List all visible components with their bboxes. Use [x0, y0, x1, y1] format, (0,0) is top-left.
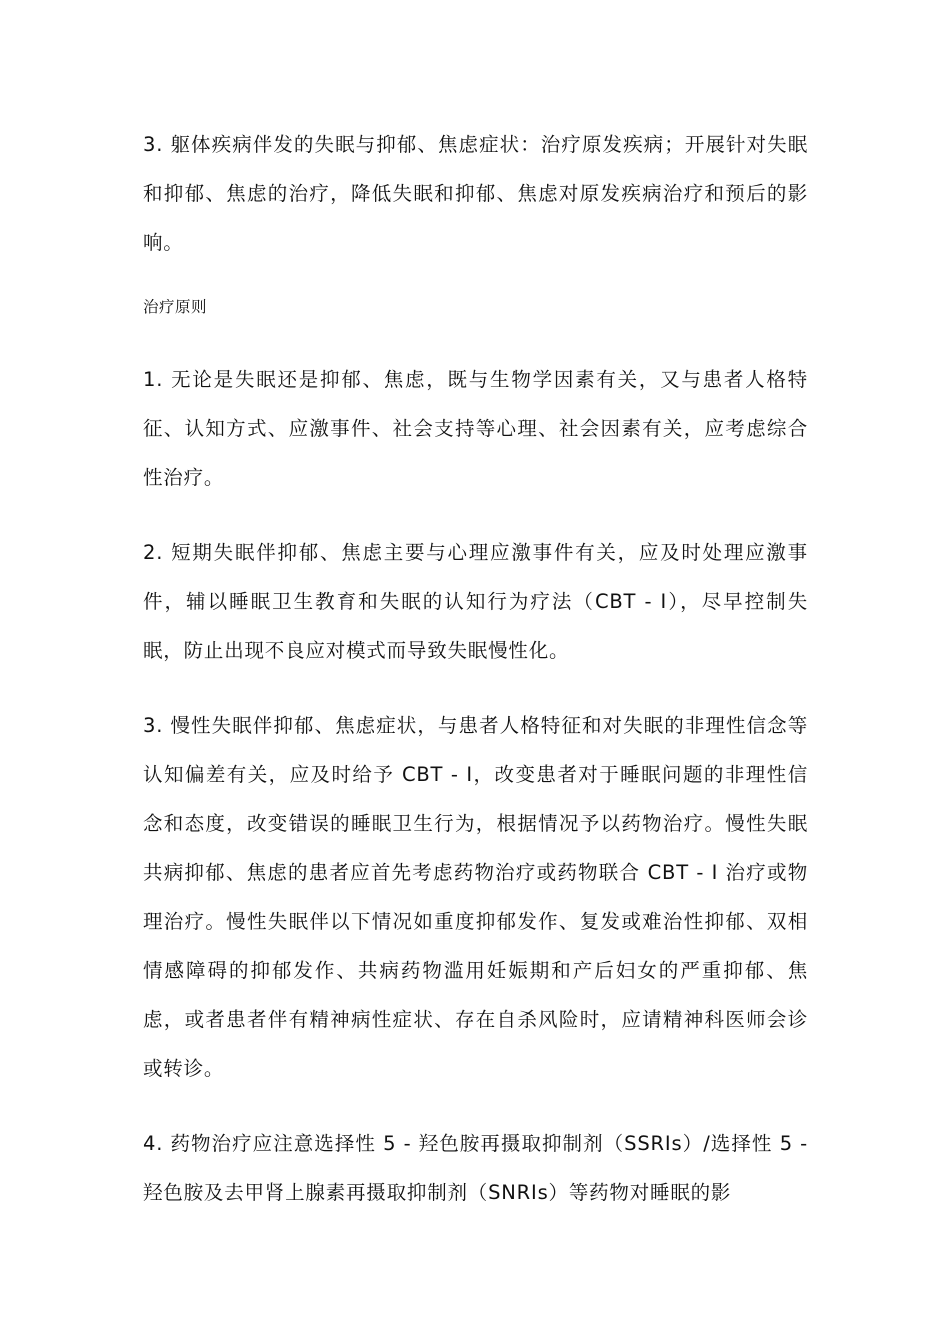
- paragraph-somatic-disease: 3. 躯体疾病伴发的失眠与抑郁、焦虑症状：治疗原发疾病；开展针对失眠和抑郁、焦虑的治疗，降低失眠和抑郁、焦虑对原发疾病治疗和预后的影响。: [143, 133, 808, 254]
- document-body: [143, 120, 808, 1243]
- paragraph-principle-1: 1. 无论是失眠还是抑郁、焦虑，既与生物学因素有关，又与患者人格特征、认知方式、应激事件、社会支持等心理、社会因素有关，应考虑综合性治疗。: [143, 368, 808, 489]
- paragraph-principle-3: 3. 慢性失眠伴抑郁、焦虑症状，与患者人格特征和对失眠的非理性信念等认知偏差有关，应及时给予 CBT - I，改变患者对于睡眠问题的非理性信念和态度，改变错误的睡眠卫生行为，根据情况予以药物治疗。慢性失眠共病抑郁、焦虑的患者应首先考虑药物治疗或药物联合 CBT - I 治疗或物理治疗。慢性失眠伴以下情况如重度抑郁发作、复发或难治性抑郁、双相情感障碍的抑郁发作、共病药物滥用妊娠期和产后妇女的严重抑郁、焦虑，或者患者伴有精神病性症状、存在自杀风险时，应请精神科医师会诊或转诊。: [143, 714, 808, 1080]
- section-heading-treatment-principles: 治疗原则: [143, 298, 208, 316]
- paragraph-principle-4: 4. 药物治疗应注意选择性 5 - 羟色胺再摄取抑制剂（SSRIs）/选择性 5 - 羟色胺及去甲肾上腺素再摄取抑制剂（SNRIs）等药物对睡眠的影: [143, 1132, 808, 1204]
- paragraph-principle-2: 2. 短期失眠伴抑郁、焦虑主要与心理应激事件有关，应及时处理应激事件，辅以睡眠卫生教育和失眠的认知行为疗法（CBT - I），尽早控制失眠，防止出现不良应对模式而导致失眠慢性化。: [143, 541, 808, 662]
